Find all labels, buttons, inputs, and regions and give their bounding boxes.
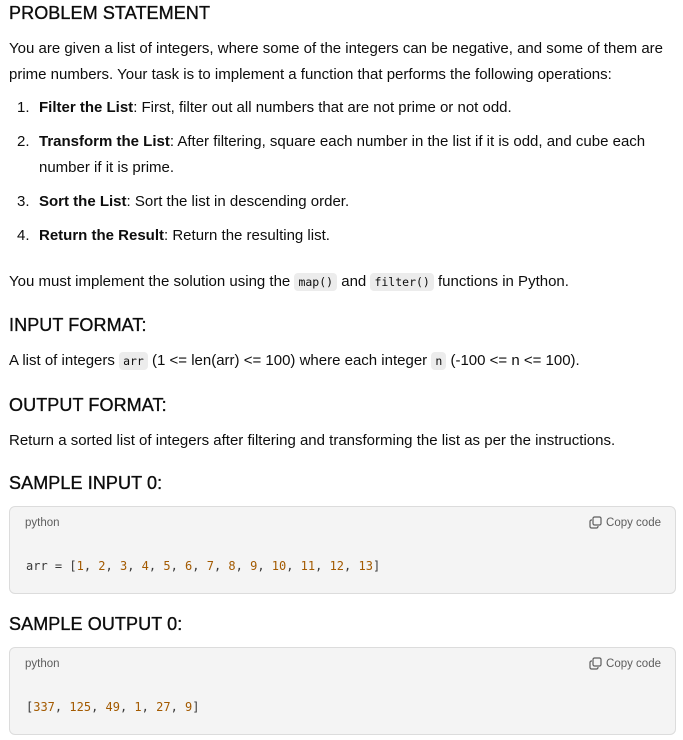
code-number: 337 — [33, 700, 55, 714]
code-separator: , — [141, 700, 157, 714]
code-separator: , — [170, 700, 186, 714]
implementation-note — [9, 269, 569, 295]
code-number: 2 — [98, 559, 106, 573]
code-separator: , — [105, 559, 120, 573]
copy-icon — [589, 516, 602, 529]
copy-code-label: Copy code — [606, 516, 661, 529]
operation-title: Sort the List — [39, 193, 127, 210]
code-separator: , — [148, 559, 164, 573]
heading-output-format: OUTPUT FORMAT: — [9, 395, 167, 415]
code-separator: , — [83, 559, 99, 573]
list-number: 3. — [17, 193, 30, 210]
code-number: 8 — [228, 559, 236, 573]
heading-input-format: INPUT FORMAT: — [9, 315, 147, 335]
operation-title: Return the Result — [39, 227, 165, 244]
inline-code-arr: arr — [119, 352, 148, 370]
heading-sample-output: SAMPLE OUTPUT 0: — [9, 614, 183, 634]
code-number: 125 — [69, 700, 92, 714]
code-number: 9 — [250, 559, 258, 573]
code-separator: , — [119, 700, 135, 714]
intro-paragraph: You are given a list of integers, where some of the integers can be negative, and some of them are prime numbers. Your task is to implement a function that performs the following operations: — [9, 40, 664, 83]
input-format-paragraph — [9, 348, 580, 374]
code-prefix: arr = [ — [26, 559, 77, 573]
sample-input-code-block — [9, 506, 676, 594]
operation-title: Transform the List — [39, 133, 170, 150]
code-separator: , — [286, 559, 301, 573]
copy-code-label: Copy code — [606, 657, 661, 670]
code-separator: , — [315, 559, 330, 573]
code-prefix: [ — [26, 700, 34, 714]
code-number: 12 — [329, 559, 345, 573]
text-segment: A list of integers — [9, 352, 120, 369]
inline-code-filter: filter() — [370, 273, 433, 291]
copy-code-button[interactable] — [589, 516, 661, 529]
code-suffix: ] — [192, 700, 200, 714]
operation-text: : Sort the list in descending order. — [126, 193, 350, 210]
code-suffix: ] — [372, 559, 381, 573]
operation-text: : Return the resulting list. — [164, 227, 330, 244]
code-number: 11 — [300, 559, 316, 573]
text-segment: (1 <= len(arr) <= 100) where each integer — [147, 352, 432, 369]
code-number: 4 — [141, 559, 149, 573]
code-number: 5 — [163, 559, 171, 573]
text-segment: (-100 <= n <= 100). — [446, 352, 580, 369]
code-separator: , — [127, 559, 142, 573]
code-content — [26, 559, 380, 573]
operation-text: : First, filter out all numbers that are not prime or not odd. — [133, 99, 512, 116]
code-separator: , — [91, 700, 106, 714]
sample-output-code-block — [9, 647, 676, 735]
list-item — [9, 129, 673, 181]
text-segment: and — [337, 273, 371, 290]
copy-icon — [589, 657, 602, 670]
code-number: 27 — [156, 700, 171, 714]
text-segment: You must implement the solution using the — [9, 273, 295, 290]
inline-code-map: map() — [294, 273, 337, 291]
inline-code-n: n — [431, 352, 446, 370]
operations-list — [9, 95, 673, 257]
operation-text: : After filtering, square each number in the list if it is odd, and cube each number if it is prime. — [39, 133, 646, 176]
code-number: 49 — [105, 700, 120, 714]
operation-title: Filter the List — [39, 99, 134, 116]
text-segment: functions in Python. — [433, 273, 569, 290]
code-separator: , — [235, 559, 251, 573]
code-content — [26, 700, 199, 714]
heading-problem-statement: PROBLEM STATEMENT — [9, 3, 211, 23]
code-number: 13 — [358, 559, 373, 573]
list-number: 2. — [17, 133, 30, 150]
code-language-label: python — [25, 658, 60, 670]
code-number: 1 — [76, 559, 84, 573]
code-number: 9 — [185, 700, 193, 714]
code-separator: , — [257, 559, 272, 573]
code-separator: , — [54, 700, 70, 714]
copy-code-button[interactable] — [589, 657, 661, 670]
list-item — [9, 189, 673, 215]
list-item — [9, 95, 673, 121]
code-separator: , — [213, 559, 229, 573]
code-separator: , — [344, 559, 359, 573]
output-format-paragraph: Return a sorted list of integers after filtering and transforming the list as per the instructions. — [9, 432, 616, 449]
list-item — [9, 223, 673, 249]
code-separator: , — [192, 559, 207, 573]
code-language-label: python — [25, 517, 60, 529]
heading-sample-input: SAMPLE INPUT 0: — [9, 473, 163, 493]
code-number: 10 — [271, 559, 287, 573]
list-number: 1. — [17, 99, 30, 116]
list-number: 4. — [17, 227, 30, 244]
code-number: 3 — [119, 559, 128, 573]
code-number: 1 — [134, 700, 142, 714]
code-number: 6 — [185, 559, 193, 573]
code-number: 7 — [206, 559, 214, 573]
code-separator: , — [170, 559, 186, 573]
